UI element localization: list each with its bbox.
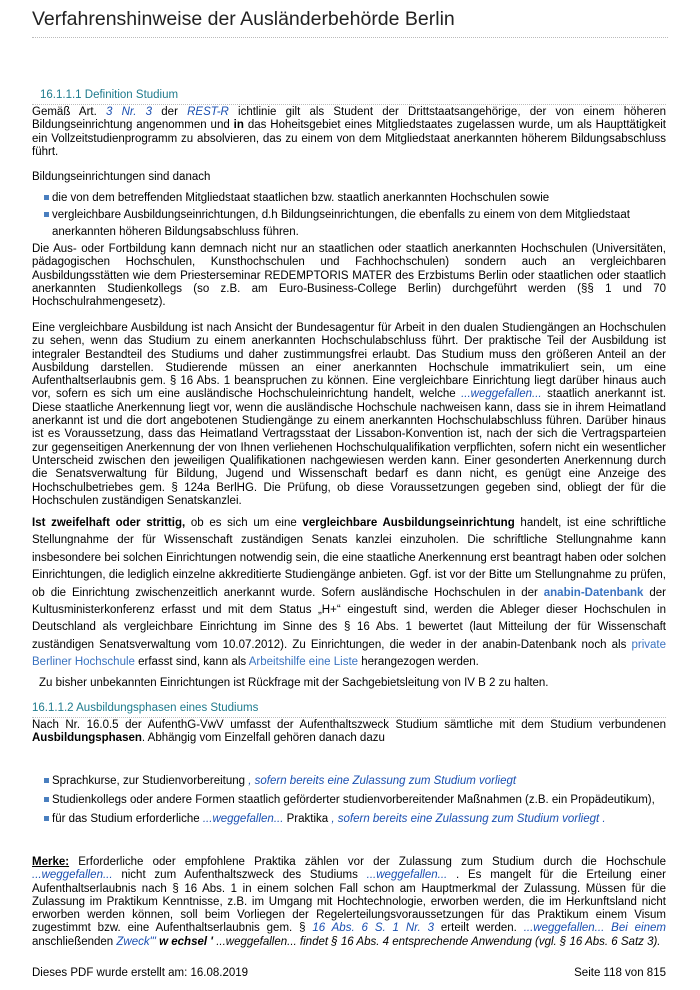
list-item-text: die von dem betreffenden Mitgliedstaat staatlichen bzw. staatlich anerkannten Hochschulen sowie [52,192,550,204]
text: Eine vergleichbare Ausbildung ist nach Ansicht der Bundesagentur für Arbeit in den dualen Studiengängen an Hochschulen zu sehen, wenn das Studium zu einem anerkannten Hochschulabschluss führt. Der praktische Teil der Ausbildung ist integraler Bestandteil des Studiums und daher zustimmungsfrei erlaubt. Das Studium muss den größeren Anteil an der Ausbildung darstellen. Studierende müssen an einer anerkannten Hochschule immatrikuliert sein, um eine Aufenthaltserlaubnis gem. § 16 Abs. 1 beanspruchen zu können. Eine vergleichbare Einrichtung liegt darüber hinaus auch vor, sofern es sich um eine ausländische Hochschuleinrichtung handelt, welche [32,322,666,401]
paragraph-ausbildungsphasen [32,719,666,746]
text: staatlich anerkannt ist. Diese staatliche Anerkennung liegt vor, wenn die ausländische Hochschule nachweisen kann, dass sie in ihrem Heimatland anerkannt ist und die dort angebotenen Studiengänge zu einem anerkannten Hochschulabschluss führen. Darüber hinaus ist es Voraussetzung, dass das Heimatland Vertragsstaat der Lissabon-Konvention ist, nach der sich die Vertragsparteien zur gegenseitigen Anerkennung der von Ihnen verliehenen Hochschulqualifikation verpflichten, sofern nicht ein wesentlicher Unterscheid zwischen den jeweiligen Qualifikationen nachgewiesen werden kann. Einer gesonderten Anerkennung durch die Senatsverwaltung für Bildung, Jugend und Wissenschaft bedarf es dann nicht, es genügt eine Anzeige des Hochschulbetriebes gem. § 124a BerlHG. Die Prüfung, ob diese Voraussetzungen gegeben sind, obliegt der für die Hochschulen zuständigen Senatskanzlei. [32,388,666,507]
paragraph-bildungseinrichtungen-intro: Bildungseinrichtungen sind danach [32,171,211,183]
text: der Kultusministerkonferenz erfasst und mit dem Status „H+“ eingestuft sind, werden die Ableger dieser Hochschulen in Deutschland als vergleichbare Einrichtung im Sinne des § 16 Abs. 1 bewertet (laut Mitteilung der für Wissenschaft zuständigen Senatsverwaltung vom 10.07.2012). Zu Einrichtungen, die weder in der anabin-Datenbank noch als [32,586,666,651]
bold-text: Ausbildungsphasen [32,732,142,745]
text: herangezogen werden. [358,656,479,669]
header-divider [32,37,668,38]
list-item [44,792,666,809]
ref-zulassung-vorliegt[interactable]: , sofern bereits eine Zulassung zum Studium vorliegt [248,775,517,787]
bullet-icon [44,797,49,802]
bullet-icon [44,212,49,217]
footer-page-number: Seite 118 von 815 [574,967,666,979]
text: der [152,106,188,118]
section-heading-definition-studium: 16.1.1.1 Definition Studium [40,89,179,101]
list-item [44,207,666,241]
ref-zulassung-vorliegt[interactable]: , sofern bereits eine Zulassung zum Studium vorliegt . [331,813,606,825]
link-anabin-datenbank[interactable]: anabin-Datenbank [543,586,644,599]
text: Erforderliche oder empfohlene Praktika zählen vor der Zulassung zum Studium durch die Hochschule [69,856,666,868]
bullet-icon [44,816,49,821]
bold-text: vergleichbare Ausbildungseinrichtung [302,517,515,529]
text: nicht zum Aufenthaltszweck des Studiums [112,869,367,882]
bold-text: w echsel ' [159,935,217,948]
text: erfasst sind, kann als [134,656,249,669]
paragraph-ausbildungsstaetten: Die Aus- oder Fortbildung kann demnach nicht nur an staatlichen oder staatlich anerkannten Hochschulen (Universitäten, pädagogischen Hochschulen, Kunsthochschulen und Fachhochschulen) sondern auch an vergleichbaren Ausbildungsstätten wie dem Priesterseminar REDEMPTORIS MATER des Erzbistums Berlin oder staatlichen oder staatlich anerkannten Studienkollegs (so z.B. am Euro-Business-College Berlin) durchgeführt werden (§§ 1 und 70 Hochschulrahmengesetz). [32,243,666,309]
list-item-text: Studienkollegs oder andere Formen staatlich geförderter studienvorbereitender Maßnahmen (z.B. ein Propädeutikum), [52,794,655,806]
list-item [44,190,666,207]
paragraph-zweifelhaft [32,515,666,672]
text: handelt, ist eine schriftliche Stellungnahme der für Wissenschaft zuständigen Senats kanzlei einzuholen. Die schriftliche Stellungnahme kann insbesondere bei solchen Einrichtungen notwendig sein, die eine staatliche Anerkennung erst beantragt haben oder solchen Einrichtungen, die lediglich einzelne akkreditierte Studiengänge anbieten. Ggf. ist vor der Bitte um Stellungnahme zu prüfen, ob die Einrichtung zwischenzeitlich anerkannt wurde. Sofern ausländische Hochschulen in der [32,517,666,599]
paragraph-definition [32,106,666,159]
text: . Es mangelt für die Erteilung einer Aufenthaltserlaubnis nach § 16 Abs. 1 in einem solchen Fall schon am Hauptmerkmal der Zulassung. Müssen für die Zulassung im Praktikum Kenntnisse, z.B. im Umgang mit Hochtechnologie, erworben werden, die im Herkunftsland nicht erworben werden können, soll beim Vorliegen der Regelerteilungsvoraussetzungen für das Praktikum einem Visum zugestimmt bzw. eine Aufenthaltserlaubnis gem. § [32,869,666,935]
ref-art-3-nr-3[interactable]: 3 Nr. 3 [105,106,153,118]
ref-rest-r[interactable]: REST-R [187,106,229,118]
ref-weggefallen[interactable]: ...weggefallen... [461,388,542,401]
text: ichtlinie gilt als Student der Drittstaatsangehörige, der von einem höheren Bildungseinrichtung angenommen und [32,106,666,132]
section-heading-underline [32,717,666,718]
section-heading-underline [32,104,666,105]
bold-text: Ist zweifelhaft oder strittig, [32,517,186,529]
list-item-text: Sprachkurse, zur Studienvorbereitung [52,775,249,787]
ref-weggefallen[interactable]: ...weggefallen... [366,869,448,882]
text: erteilt werden. [434,922,524,935]
bullet-icon [44,778,49,783]
ref-16-abs-6[interactable]: 16 Abs. 6 S. 1 Nr. 3 [312,922,435,935]
page-header-title: Verfahrenshinweise der Ausländerbehörde Berlin [32,8,455,30]
paragraph-rueckfrage: Zu bisher unbekannten Einrichtungen ist Rückfrage mit der Sachgebietsleitung von IV B 2 zu halten. [39,677,549,689]
list-item-text: vergleichbare Ausbildungseinrichtungen, d.h Bildungseinrichtungen, die ebenfalls zu einem von dem Mitgliedstaat anerkannten höheren Bildungsabschluss führen. [52,209,630,238]
text: anschließenden [32,935,117,948]
footer-created-date: Dieses PDF wurde erstellt am: 16.08.2019 [32,967,249,979]
italic-text: ...weggefallen... findet § 16 Abs. 4 entsprechende Anwendung (vgl. § 16 Abs. 6 Satz 3). [216,935,661,948]
bullet-icon [44,195,49,200]
list-item [44,811,666,828]
text: das Hoheitsgebiet eines Mitgliedstaates zugelassen wurde, um als Haupttätigkeit ein Vollzeitstudienprogramm zu absolvieren, das zu einem von dem Mitgliedstaat anerkannten höherem Bildungsabschluss führt. [32,119,666,158]
section-heading-ausbildungsphasen: 16.1.1.2 Ausbildungsphasen eines Studiums [32,702,259,714]
text: . Abhängig vom Einzelfall gehören danach dazu [141,732,385,745]
ref-weggefallen[interactable]: ...weggefallen... [32,869,113,882]
merke-label: Merke: [32,856,70,868]
paragraph-vergleichbare-ausbildung [32,322,666,508]
paragraph-merke [32,856,666,949]
italic-text: ...weggefallen... Bei einem [523,922,666,935]
text: ob es sich um eine [185,517,303,529]
list-item-text: Praktika [283,813,332,825]
list-item [44,773,666,790]
link-private-berliner-hochschule[interactable]: private Berliner Hochschule [32,638,666,669]
bold-text: in [233,119,244,132]
text: Gemäß Art. [32,106,106,118]
link-arbeitshilfe-liste[interactable]: Arbeitshilfe eine Liste [248,656,359,669]
text: Nach Nr. 16.0.5 der AufenthG-VwV umfasst der Aufenthaltszweck Studium sämtliche mit dem Studium verbundenen [32,719,666,731]
ref-weggefallen[interactable]: ...weggefallen... [202,813,284,825]
ref-zweckwechsel[interactable]: Zweck"' [116,935,160,948]
list-item-text: für das Studium erforderliche [52,813,203,825]
